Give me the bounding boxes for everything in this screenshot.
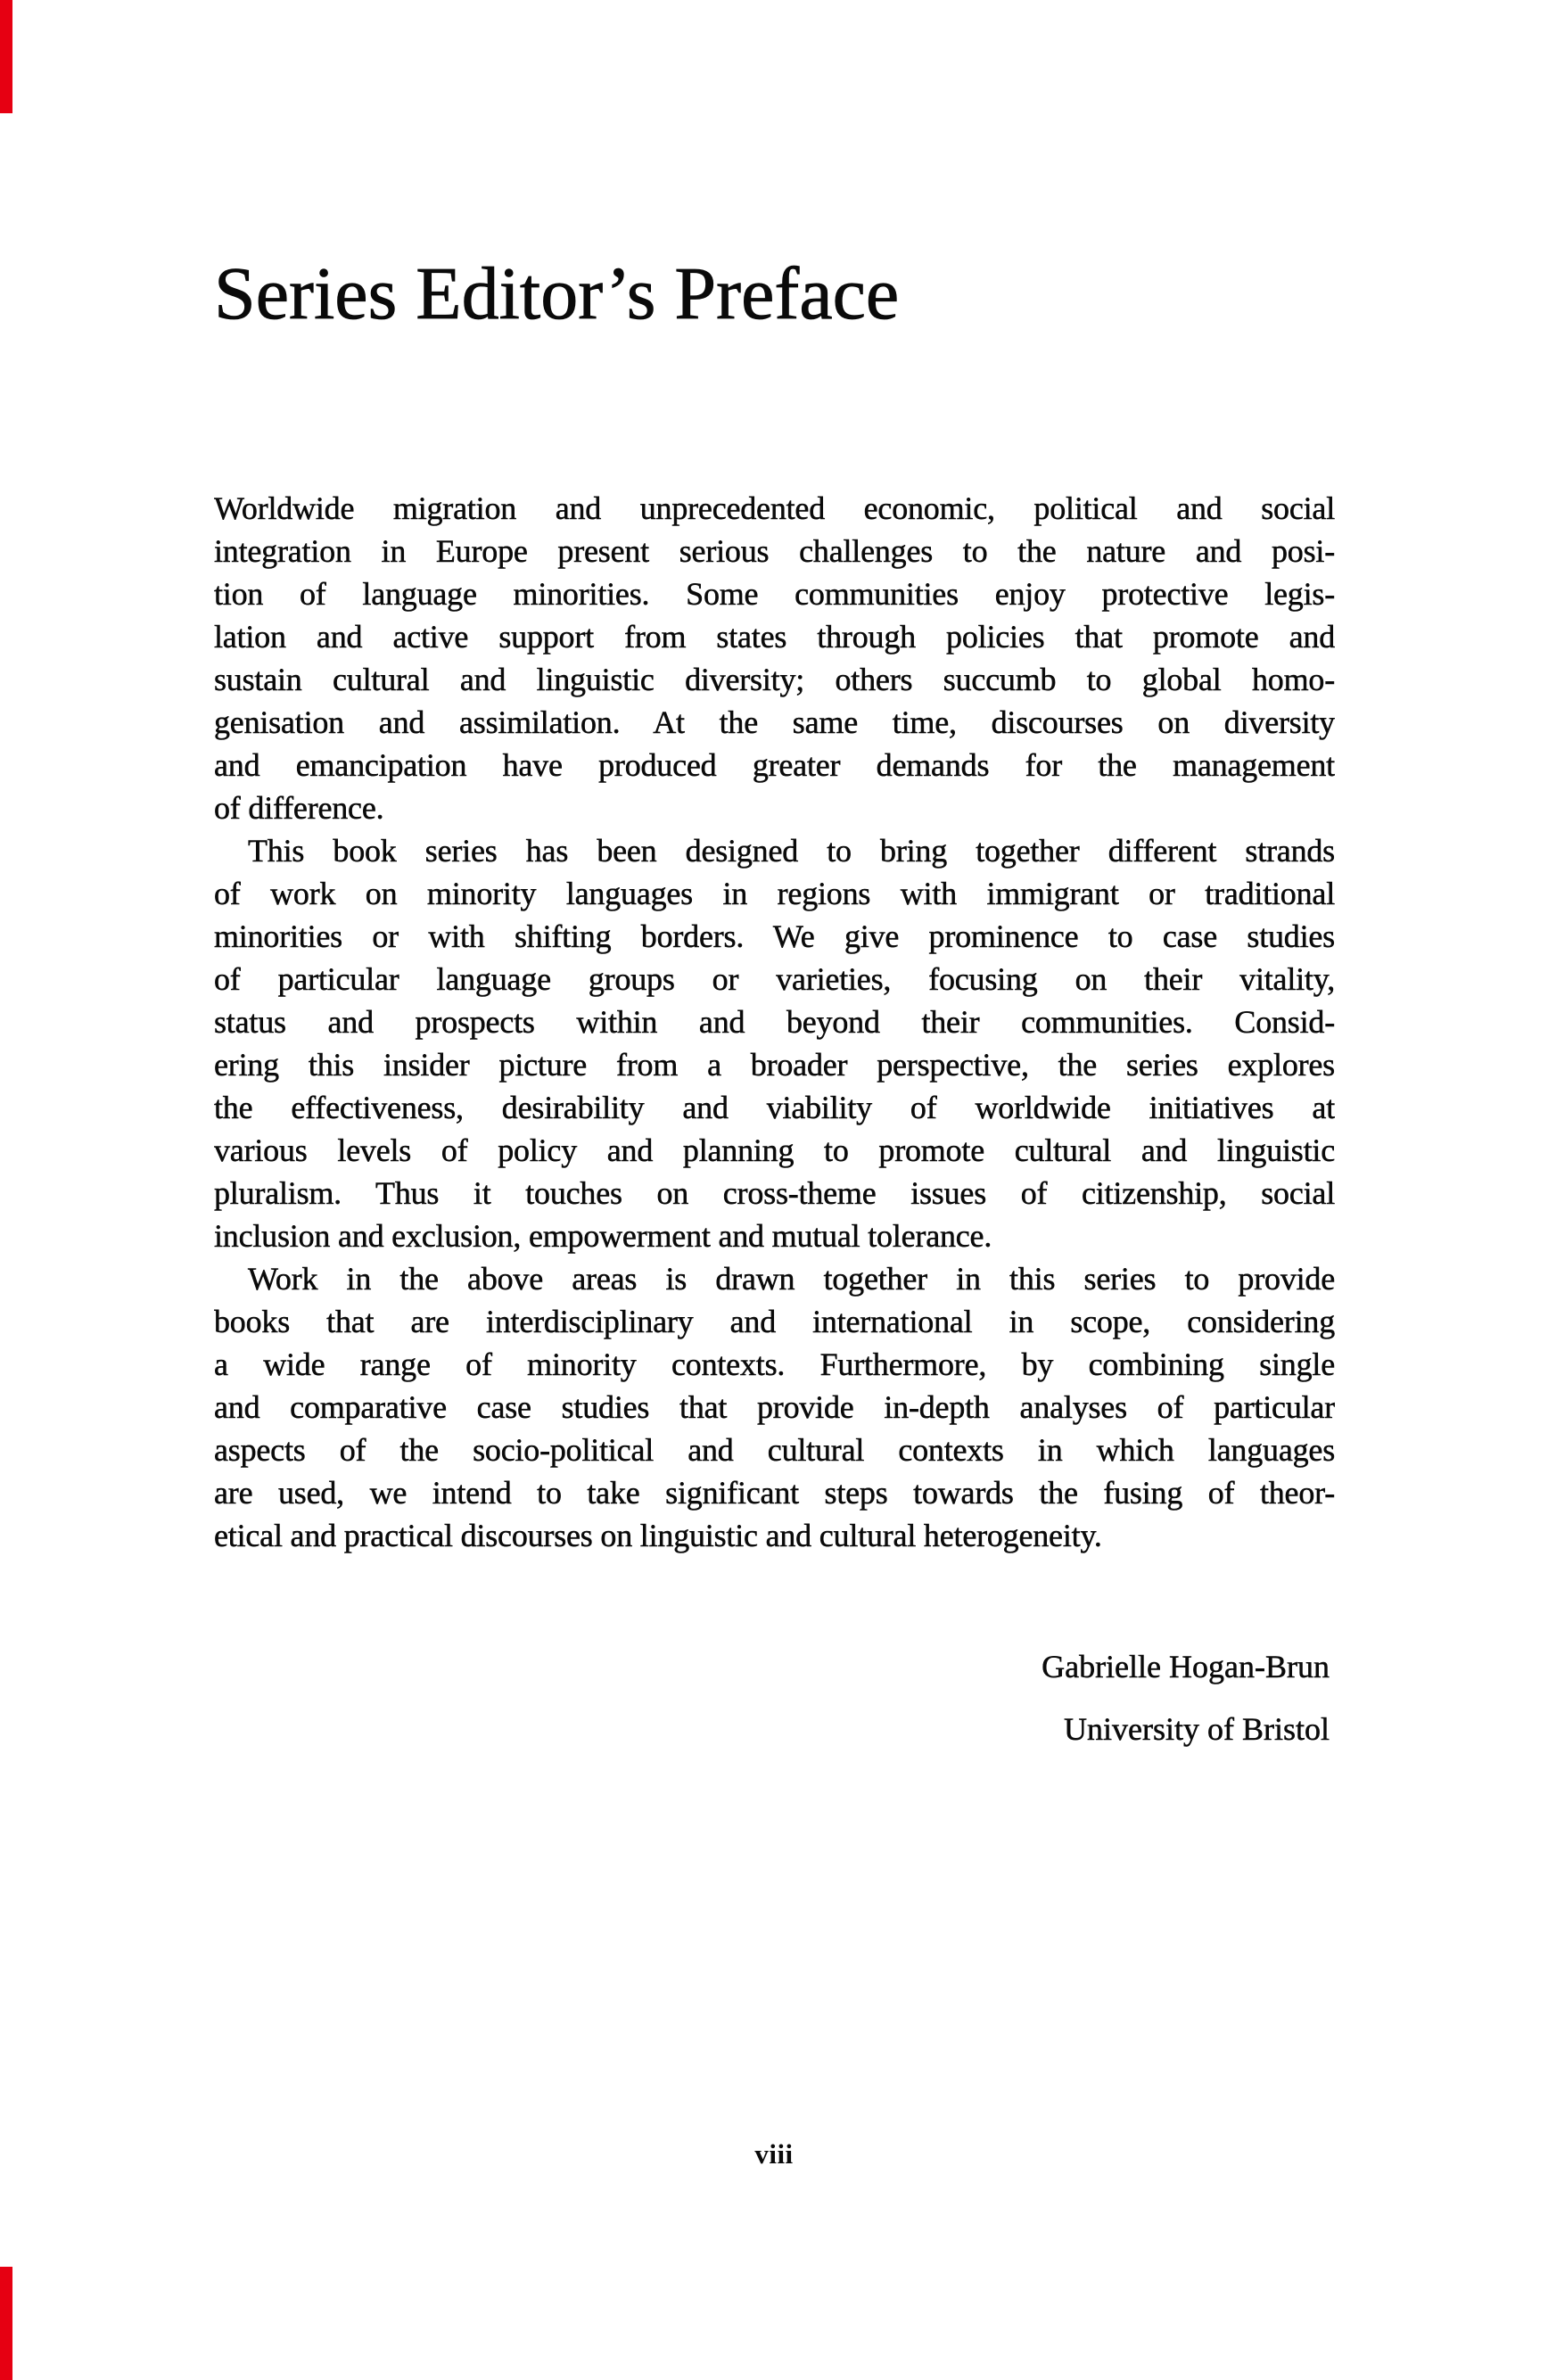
body-line: a wide range of minority contexts. Furthermore, by combining single <box>214 1346 1335 1382</box>
body-line: inclusion and exclusion, empowerment and mutual tolerance. <box>214 1218 992 1254</box>
signature-block <box>1042 1635 1330 1760</box>
body-line: of particular language groups or varieties, focusing on their vitality, <box>214 961 1335 997</box>
body-line: etical and practical discourses on linguistic and cultural heterogeneity. <box>214 1518 1102 1553</box>
body-line: are used, we intend to take significant steps towards the fusing of theor- <box>214 1475 1335 1511</box>
body-line: lation and active support from states through policies that promote and <box>214 619 1335 655</box>
page-title: Series Editor’s Preface <box>214 252 900 335</box>
body-line: integration in Europe present serious challenges to the nature and posi- <box>214 533 1335 569</box>
body-line: sustain cultural and linguistic diversity; others succumb to global homo- <box>214 662 1335 697</box>
page-edge-mark-top <box>0 0 12 113</box>
body-line: books that are interdisciplinary and international in scope, considering <box>214 1304 1335 1339</box>
body-line: various levels of policy and planning to promote cultural and linguistic <box>214 1132 1335 1168</box>
body-line: tion of language minorities. Some communities enjoy protective legis- <box>214 576 1335 612</box>
page-edge-mark-bottom <box>0 2267 12 2380</box>
body-line: This book series has been designed to bring together different strands <box>248 833 1335 869</box>
body-line: Work in the above areas is drawn together in this series to provide <box>248 1261 1335 1297</box>
body-line: status and prospects within and beyond their communities. Consid- <box>214 1004 1335 1040</box>
body-line: genisation and assimilation. At the same time, discourses on diversity <box>214 704 1335 740</box>
body-line: Worldwide migration and unprecedented economic, political and social <box>214 490 1335 526</box>
signature-affiliation: University of Bristol <box>1064 1711 1330 1747</box>
body-line: minorities or with shifting borders. We give prominence to case studies <box>214 918 1335 954</box>
page-number: viii <box>754 2138 794 2170</box>
body-line: aspects of the socio-political and cultural contexts in which languages <box>214 1432 1335 1468</box>
body-line: of work on minority languages in regions with immigrant or traditional <box>214 876 1335 911</box>
body-text <box>214 487 1335 1557</box>
body-line: and emancipation have produced greater demands for the management <box>214 747 1335 783</box>
body-line: and comparative case studies that provide in-depth analyses of particular <box>214 1389 1335 1425</box>
signature-name: Gabrielle Hogan-Brun <box>1042 1649 1330 1684</box>
body-line: ering this insider picture from a broader perspective, the series explores <box>214 1047 1335 1083</box>
body-line: pluralism. Thus it touches on cross-theme issues of citizenship, social <box>214 1175 1335 1211</box>
body-line: the effectiveness, desirability and viability of worldwide initiatives at <box>214 1090 1335 1125</box>
body-line: of difference. <box>214 790 384 826</box>
